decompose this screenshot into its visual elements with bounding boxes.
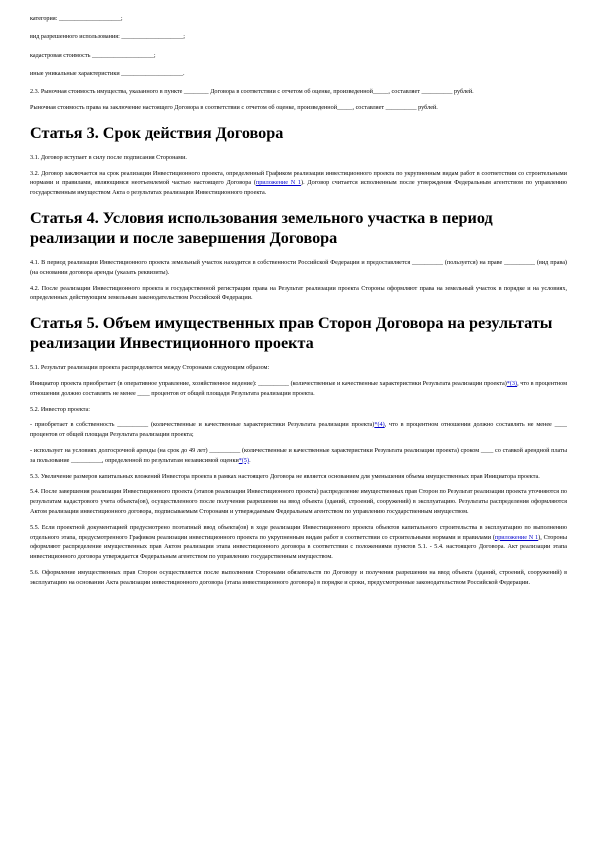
paragraph-3-2-text-start: 3.2. Договор заключается на срок реализации Инвестиционного проекта, определенный Графиком реализации инвестиционного проекта по укрупненным видам работ в соответствии со строительными нормами и правилами, являющимся неотъемлемой частью настоящего Договора (	[30, 169, 567, 187]
paragraph-initiator-text-end: , что в процентном отношении должно составлять не менее ____ процентов от общей площади Результата реализации проекта.	[30, 379, 567, 397]
paragraph-ownership-text-end: , что в процентном отношении должно составлять не менее ____ процентов от общей площади Результата реализации проекта;	[30, 421, 567, 439]
paragraph-5-2: 5.2. Инвестор проекта:	[30, 405, 90, 413]
appendix-1-link[interactable]: приложение N 1	[255, 179, 302, 187]
paragraph-market-value: Рыночная стоимость права на заключение настоящего Договора в соответствии с отчетом об оценке, произведенной_____, составляет __________ рублей.	[30, 103, 438, 111]
field-permitted-use: вид разрешенного использования: ____________________;	[30, 33, 186, 41]
paragraph-5-5-text-end: ), Стороны оформляют распределение имущественных прав Актом реализации этапа инвестиционного договора в соответствии с положениями пунктов 5.1. - 5.4. настоящего Договора. Акт реализации этапа инвестиционного договора утверждается Федеральным агентством по управлению государственным имуществом.	[30, 533, 568, 561]
paragraph-4-1: 4.1. В период реализации Инвестиционного проекта земельный участок находится в собственности Российской Федерации и предоставляется __________ (пользуется) на праве __________ (вид права) (на основании договора аренды (указать реквизиты).	[30, 258, 567, 276]
field-cadastral-value: кадастровая стоимость ____________________;	[30, 51, 156, 59]
paragraph-5-5-text-start: 5.5. Если проектной документацией предусмотрено поэтапный ввод объекта(ов) в ходе реализации Инвестиционного проекта объектов капитального строительства в эксплуатацию по выполнению отдельного этапа, предусмотренного Графиком реализации инвестиционного проекта по укрупненным видам работ в соответствии со строительными нормами и правилами (	[30, 523, 567, 541]
article-3-heading: Статья 3. Срок действия Договора	[30, 123, 284, 142]
footnote-3-link[interactable]: *(3)	[506, 379, 518, 387]
paragraph-5-5	[30, 523, 567, 562]
article-5-heading: Статья 5. Объем имущественных прав Сторон Договора на результаты реализации Инвестиционного проекта	[30, 314, 553, 353]
paragraph-4-2: 4.2. После реализации Инвестиционного проекта и государственной регистрации права на Результат реализации проекта Стороны оформляют права на земельный участок в порядке и на условиях, определенных действующим земельным законодательством Российской Федерации.	[30, 284, 567, 302]
field-other-characteristics: иные уникальные характеристики ____________________.	[30, 69, 185, 77]
paragraph-5-4: 5.4. После завершения реализации Инвестиционного проекта (этапов реализации Инвестиционного проекта) распределение имущественных прав Сторон по Результат реализации проекта уточняются по результатам кадастрового учета объекта(ов), осуществленного после получения разрешения на ввод объекта (зданий, строений, сооружений) в эксплуатацию. Результаты распределения оформляются Актом реализации инвестиционного договора, подписываемым Сторонами и утверждаемым Федеральным агентством по управлению государственным имуществом.	[30, 488, 567, 515]
paragraph-ownership	[30, 420, 567, 440]
paragraph-3-2-text-end: ). Договор считается исполненным после утверждения Федеральным агентством по управлению государственным имуществом Акта о результатах реализации Инвестиционного проекта.	[30, 179, 567, 197]
paragraph-5-6: 5.6. Оформление имущественных прав Сторон осуществляется после выполнения Сторонами обязательств по Договору и получения разрешения на ввод объекта (зданий, строений, сооружений) в эксплуатацию на основании Акта реализации инвестиционного договора (этапа инвестиционного договора) в порядке и сроки, предусмотренные законодательством Российской Федерации.	[30, 568, 567, 586]
article-4-heading: Статья 4. Условия использования земельного участка в период реализации и после завершения Договора	[30, 208, 493, 247]
footnote-5-link[interactable]: *(5)	[238, 456, 250, 464]
paragraph-lease	[30, 446, 567, 466]
paragraph-5-3: 5.3. Увеличение размеров капитальных вложений Инвестора проекта в рамках настоящего Договора не является основанием для уменьшения объема имущественных прав Инициатора проекта.	[30, 472, 540, 480]
appendix-1-link-2[interactable]: приложение N 1	[494, 533, 539, 541]
paragraph-3-1: 3.1. Договор вступает в силу после подписания Сторонами.	[30, 153, 187, 161]
paragraph-lease-text-start: - использует на условиях долгосрочной аренды (на срок до 49 лет) __________ (количественные и качественные характеристики Результата реализации проекта) сроком ____ со ставкой арендной платы за пользование __________, определенной по результатам независимой оценки	[30, 446, 567, 464]
paragraph-lease-text-end: .	[249, 456, 251, 464]
paragraph-2-3: 2.3. Рыночная стоимость имущества, указанного в пункте ________ Договора в соответствии с отчетом об оценке, произведенной_____, составляет __________ рублей.	[30, 88, 474, 96]
paragraph-initiator-text-start: Инициатор проекта приобретает (в оперативное управление, хозяйственное ведение): __________ (количественные и качественные характеристики Результата реализации проекта)	[30, 379, 507, 387]
paragraph-ownership-text-start: - приобретает в собственность __________ (количественные и качественные характеристики Результата реализации проекта)	[30, 421, 375, 429]
paragraph-3-2	[30, 169, 567, 198]
footnote-4-link[interactable]: *(4)	[374, 421, 385, 429]
paragraph-initiator	[30, 379, 567, 399]
field-category: категория: ____________________;	[30, 15, 123, 22]
paragraph-5-1: 5.1. Результат реализации проекта распределяется между Сторонами следующим образом:	[30, 364, 270, 372]
